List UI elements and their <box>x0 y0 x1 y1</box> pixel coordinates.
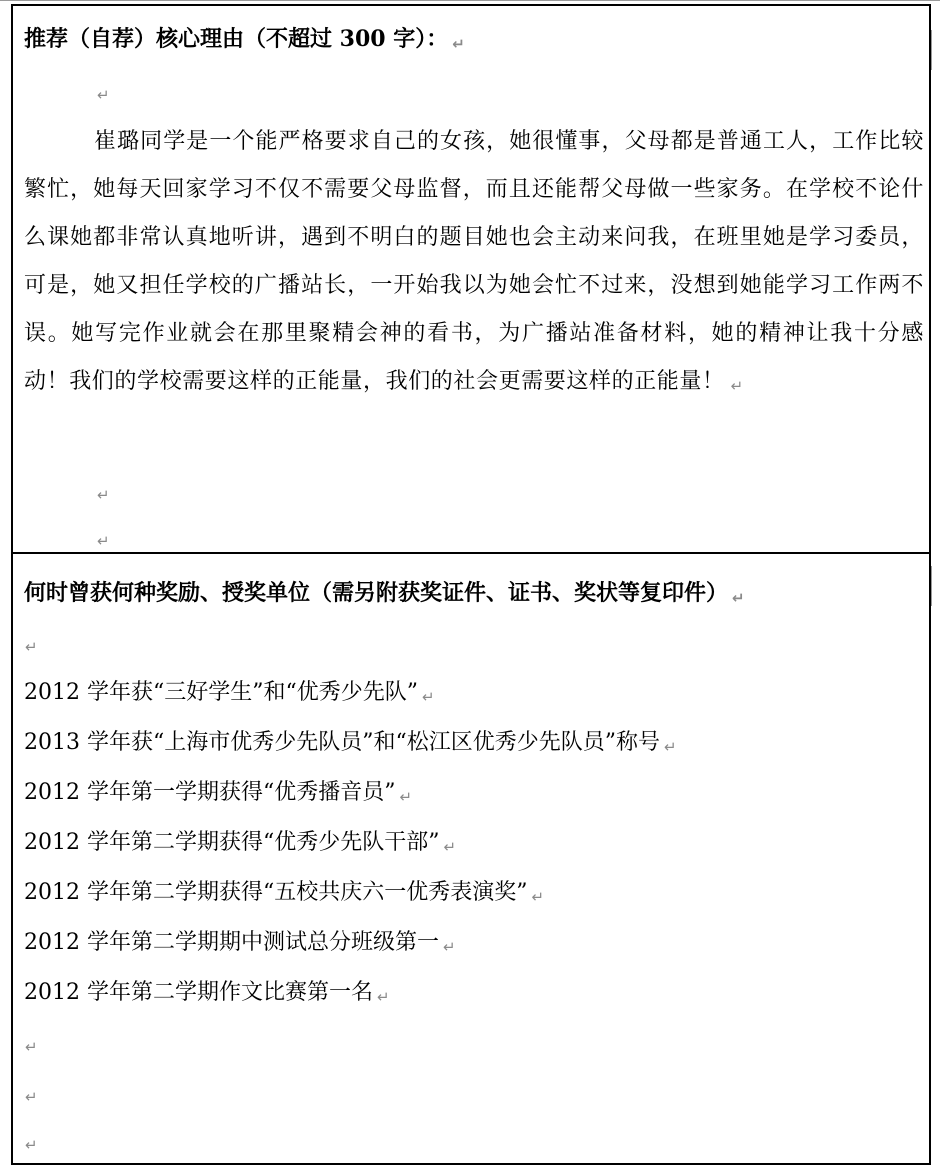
margin-tick <box>931 566 940 606</box>
award-item: 2012 学年第二学期期中测试总分班级第一 ↵ <box>24 930 456 956</box>
empty-line <box>21 628 38 658</box>
paragraph-mark-icon: ↵ <box>730 377 744 395</box>
award-item: 2012 学年获“三好学生”和“优秀少先队” ↵ <box>24 680 435 706</box>
paragraph-mark-icon: ↵ <box>452 35 465 53</box>
reason-heading: 推荐（自荐）核心理由（不超过 300 字）： <box>24 26 449 52</box>
paragraph-mark-icon: ↵ <box>531 888 545 906</box>
paragraph-mark-icon: ↵ <box>97 86 110 104</box>
empty-line <box>21 1078 38 1108</box>
paragraph-mark-icon: ↵ <box>25 638 38 656</box>
award-item: 2012 学年第二学期获得“优秀少先队干部” ↵ <box>24 830 457 856</box>
awards-cell <box>13 554 929 1163</box>
award-item: 2012 学年第二学期作文比赛第一名 ↵ <box>24 980 390 1006</box>
paragraph-mark-icon: ↵ <box>399 788 413 806</box>
paragraph-mark-icon: ↵ <box>442 938 456 956</box>
empty-line <box>93 522 110 552</box>
paragraph-mark-icon: ↵ <box>25 1038 38 1056</box>
paragraph-mark-icon: ↵ <box>443 838 457 856</box>
paragraph-mark-icon: ↵ <box>732 589 745 607</box>
paragraph-mark-icon: ↵ <box>25 1088 38 1106</box>
paragraph-mark-icon: ↵ <box>97 486 110 504</box>
paragraph-mark-icon: ↵ <box>25 1136 38 1154</box>
empty-line <box>93 476 110 506</box>
empty-line <box>93 76 110 106</box>
award-item: 2013 学年获“上海市优秀少先队员”和“松江区优秀少先队员”称号 ↵ <box>24 730 677 756</box>
paragraph-mark-icon: ↵ <box>376 988 390 1006</box>
reason-body <box>24 118 924 410</box>
reason-body-text: 崔璐同学是一个能严格要求自己的女孩，她很懂事，父母都是普通工人，工作比较繁忙，她每天回家学习不仅不需要父母监督，而且还能帮父母做一些家务。在学校不论什么课她都非常认真地听讲，遇到不明白的题目她也会主动来问我，在班里她是学习委员，可是，她又担任学校的广播站长，一开始我以为她会忙不过来，没想到她能学习工作两不误。她写完作业就会在那里聚精会神的看书，为广播站准备材料，她的精神让我十分感动！我们的学校需要这样的正能量，我们的社会更需要这样的正能量！ <box>24 129 924 394</box>
award-item: 2012 学年第二学期获得“五校共庆六一优秀表演奖” ↵ <box>24 880 545 906</box>
paragraph-mark-icon: ↵ <box>421 688 435 706</box>
awards-heading-line <box>24 578 745 608</box>
awards-heading: 何时曾获何种奖励、授奖单位（需另附获奖证件、证书、奖状等复印件） <box>24 580 729 606</box>
reason-heading-line <box>24 24 465 54</box>
paragraph-mark-icon: ↵ <box>97 532 110 550</box>
form-table <box>11 4 931 1165</box>
empty-line <box>21 1126 38 1156</box>
margin-tick <box>931 30 940 70</box>
paragraph-mark-icon: ↵ <box>663 738 677 756</box>
reason-cell <box>13 6 929 554</box>
empty-line <box>21 1028 38 1058</box>
award-item: 2012 学年第一学期获得“优秀播音员” ↵ <box>24 780 413 806</box>
